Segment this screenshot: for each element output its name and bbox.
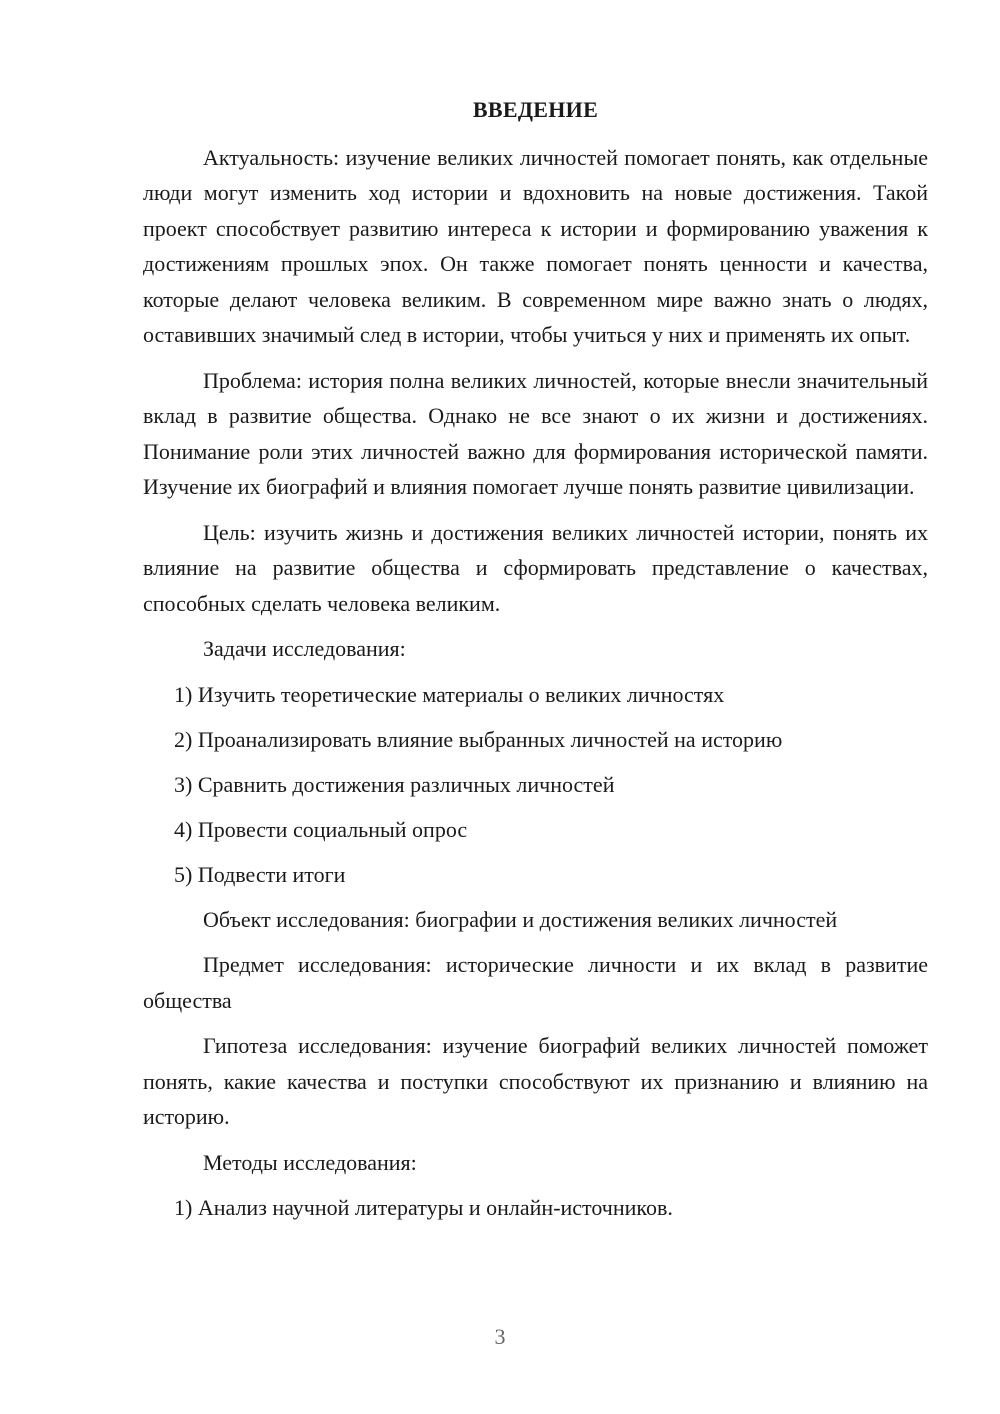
object-paragraph: Объект исследования: биографии и достижения великих личностей [203,906,838,932]
method-item: 1) Анализ научной литературы и онлайн-источников. [174,1195,673,1220]
hypothesis-paragraph: Гипотеза исследования: изучение биографий великих личностей поможет понять, какие качества и поступки способствуют их признанию и влиянию на историю. [143,1033,928,1129]
task-item: 4) Провести социальный опрос [174,816,468,842]
task-item: 1) Изучить теоретические материалы о великих личностях [174,681,725,707]
page-number: 3 [494,1324,506,1349]
problem-paragraph: Проблема: история полна великих личностей, которые внесли значительный вклад в развитие общества. Однако не все знают о их жизни и достижениях. Понимание роли этих личностей важно для формирования исторической памяти. Изучение их биографий и влияния помогает лучше понять развитие цивилизации. [143,367,928,499]
document-page [143,92,928,1235]
task-item: 3) Сравнить достижения различных личностей [174,771,615,797]
goal-paragraph: Цель: изучить жизнь и достижения великих личностей истории, понять их влияние на развитие общества и сформировать представление о качествах, способных сделать человека великим. [143,519,928,616]
relevance-paragraph: Актуальность: изучение великих личностей помогает понять, как отдельные люди могут изменить ход истории и вдохновить на новые достижения. Такой проект способствует развитию интереса к истории и формированию уважения к достижениям прошлых эпох. Он также помогает понять ценности и качества, которые делают человека великим. В современном мире важно знать о людях, оставивших значимый след в истории, чтобы учиться у них и применять их опыт. [143,144,928,347]
task-item: 2) Проанализировать влияние выбранных личностей на историю [174,726,783,752]
subject-paragraph: Предмет исследования: исторические личности и их вклад в развитие общества [143,952,928,1013]
methods-heading: Методы исследования: [203,1149,417,1175]
task-item: 5) Подвести итоги [174,861,346,887]
tasks-heading: Задачи исследования: [203,636,406,661]
page-title: ВВЕДЕНИЕ [472,97,599,122]
